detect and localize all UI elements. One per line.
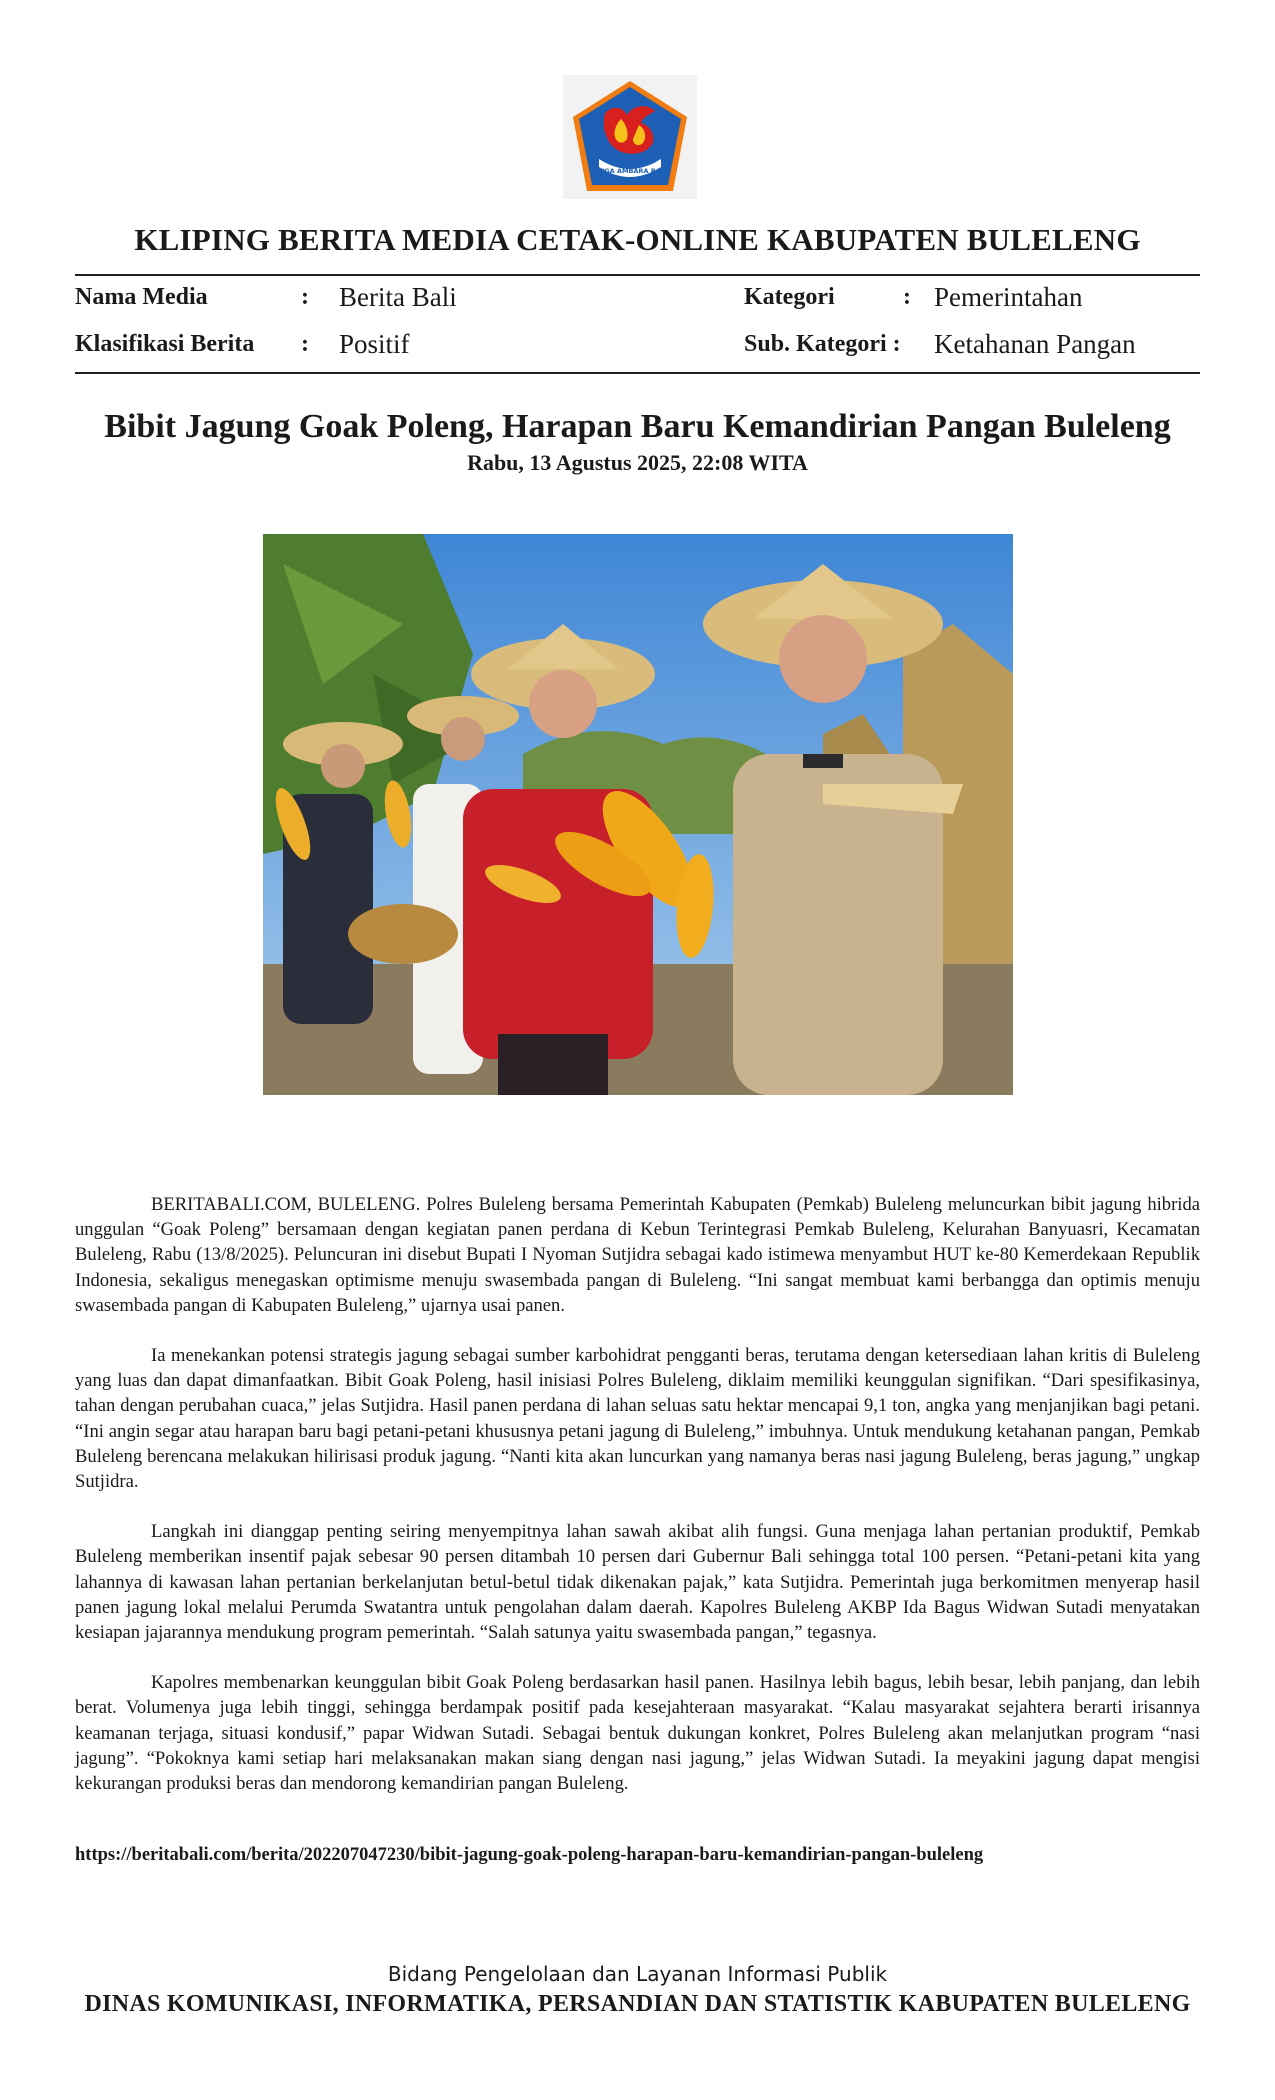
buleleng-emblem-logo [563,75,697,199]
meta-media-row [75,284,635,316]
subkategori-label: Sub. Kategori : [744,331,901,357]
source-url-link[interactable]: https://beritabali.com/berita/202207047230/bibit-jagung-goak-poleng-harapan-baru-kemandirian-pangan-buleleng [75,1845,984,1865]
media-label: Nama Media [75,284,208,310]
meta-klasifikasi-row [75,331,635,363]
footer-division: Bidang Pengelolaan dan Layanan Informasi Publik [387,1962,888,1986]
subkategori-value: Ketahanan Pangan [934,329,1136,359]
klasifikasi-label: Klasifikasi Berita [75,331,255,357]
article-paragraph-3: Langkah ini dianggap penting seiring menyempitnya lahan sawah akibat alih fungsi. Guna menjaga lahan pertanian produktif, Pemkab Buleleng memberikan insentif pajak sebesar 90 persen ditambah 10 persen dari Gubernur Bali sehingga total 100 persen. “Petani-petani kita yang lahannya di kawasan lahan pertanian berkelanjutan betul-betul tidak dikenakan pajak,” kata Sutjidra. Pemerintah juga berkomitmen menyerap hasil panen jagung lokal melalui Perumda Swatantra untuk pengolahan dalam daerah. Kapolres Buleleng AKBP Ida Bagus Widwan Sutadi menyatakan kesiapan jajarannya mendukung program pemerintah. “Salah satunya yaitu swasembada pangan,” tegasnya. [75,1521,1200,1644]
meta-kategori-row [744,284,1200,316]
article-paragraph-4: Kapolres membenarkan keunggulan bibit Goak Poleng berdasarkan hasil panen. Hasilnya lebih bagus, lebih besar, lebih panjang, dan lebih berat. Volumenya juga lebih tinggi, sehingga berdampak positif pada kesejahteraan masyarakat. “Kalau masyarakat sejahtera berarti irisannya keamanan terjaga, situasi kondusif,” papar Widwan Sutadi. Sebagai bentuk dukungan konkret, Polres Buleleng akan melanjutkan program “nasi jagung”. “Pokoknya kami setiap hari melaksanakan makan siang dengan nasi jagung,” jelas Widwan Sutadi. Ia meyakini jagung dapat mengisi kekurangan produksi beras dan mendorong kemandirian pangan Buleleng. [75,1672,1200,1795]
article-photo [263,534,1013,1095]
klasifikasi-colon: : [301,331,309,357]
article-date: Rabu, 13 Agustus 2025, 22:08 WITA [467,450,808,475]
kategori-colon: : [903,284,911,310]
logo-motto-text: SINGA AMBARA RAJA [591,167,669,175]
klasifikasi-value: Positif [339,329,410,359]
article-paragraph-1: BERITABALI.COM, BULELENG. Polres Buleleng bersama Pemerintah Kabupaten (Pemkab) Buleleng meluncurkan bibit jagung hibrida unggulan “Goak Poleng” bersamaan dengan kegiatan panen perdana di Kebun Terintegrasi Pemkab Buleleng, Kelurahan Banyuasri, Kecamatan Buleleng, Rabu (13/8/2025). Peluncuran ini disebut Bupati I Nyoman Sutjidra sebagai kado istimewa menyambut HUT ke-80 Kemerdekaan Republik Indonesia, sekaligus menegaskan optimisme menuju swasembada pangan di Buleleng. “Ini sangat membuat kami berbangga dan optimis menuju swasembada pangan di Kabupaten Buleleng,” ujarnya usai panen. [75,1194,1200,1316]
article-title: Bibit Jagung Goak Poleng, Harapan Baru Kemandirian Pangan Buleleng [104,408,1171,445]
media-value: Berita Bali [339,282,457,312]
document-header-title: KLIPING BERITA MEDIA CETAK-ONLINE KABUPATEN BULELENG [134,222,1141,257]
footer-department: DINAS KOMUNIKASI, INFORMATIKA, PERSANDIAN DAN STATISTIK KABUPATEN BULELENG [84,1991,1191,2017]
article-paragraph-2: Ia menekankan potensi strategis jagung sebagai sumber karbohidrat pengganti beras, terutama dengan ketersediaan lahan kritis di Buleleng yang luas dan dapat dimanfaatkan. Bibit Goak Poleng, hasil inisiasi Polres Buleleng, diklaim memiliki keunggulan signifikan. “Dari spesifikasinya, tahan dengan perubahan cuaca,” jelas Sutjidra. Hasil panen perdana di lahan seluas satu hektar mencapai 9,1 ton, angka yang menjanjikan bagi petani. “Ini angin segar atau harapan baru bagi petani-petani khususnya petani jagung di Buleleng,” imbuhnya. Untuk mendukung ketahanan pangan, Pemkab Buleleng berencana melakukan hilirisasi produk jagung. “Nanti kita akan luncurkan yang namanya beras nasi jagung Buleleng, beras jagung,” ungkap Sutjidra. [75,1345,1200,1493]
kategori-label: Kategori [744,284,835,310]
article-body [75,1192,1200,1821]
bottom-divider [75,372,1200,374]
top-divider [75,274,1200,276]
meta-subkategori-row [744,331,1200,363]
media-colon: : [301,284,309,310]
kategori-value: Pemerintahan [934,282,1083,312]
